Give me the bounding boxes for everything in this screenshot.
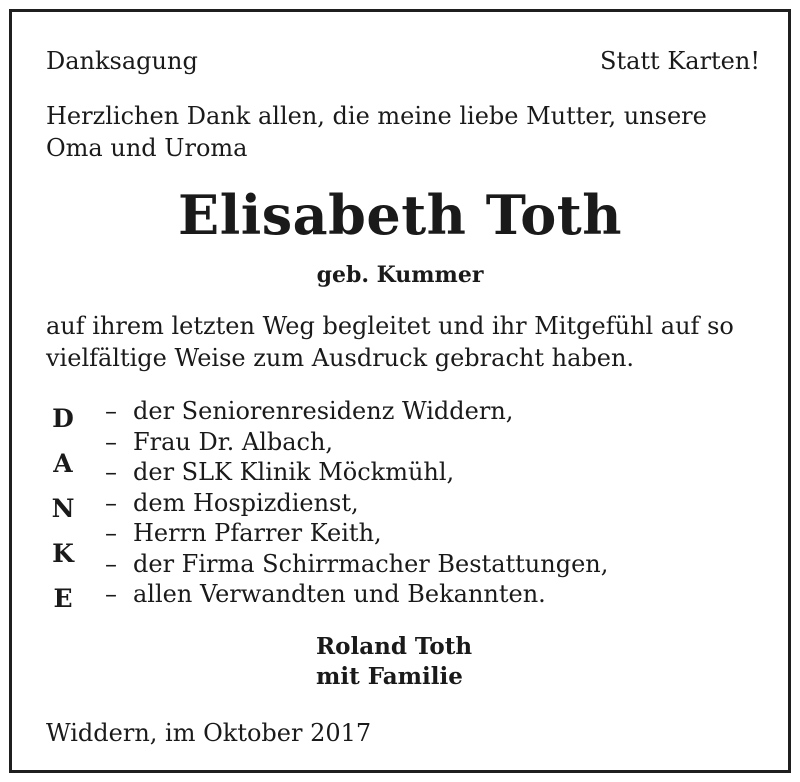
- dash: –: [105, 427, 117, 456]
- dash: –: [105, 458, 117, 486]
- recipient-list: [105, 396, 608, 610]
- intro-line-2: Oma und Uroma: [46, 134, 248, 162]
- list-item: [105, 579, 608, 610]
- list-item: [105, 549, 608, 580]
- dash: –: [105, 549, 117, 578]
- dash: –: [105, 488, 117, 517]
- signature-line-2: mit Familie: [316, 663, 463, 690]
- danke-letter: E: [53, 584, 73, 613]
- list-item-text: der Seniorenresidenz Widdern,: [133, 397, 514, 425]
- list-item: [105, 427, 608, 458]
- dash: –: [105, 580, 117, 608]
- signature: [316, 632, 472, 692]
- place-date: Widdern, im Oktober 2017: [46, 719, 372, 747]
- dash: –: [105, 397, 117, 425]
- list-item-text: Frau Dr. Albach,: [133, 427, 334, 456]
- thanks-line-1: auf ihrem letzten Weg begleitet und ihr Mitgefühl auf so: [46, 312, 734, 340]
- list-item: [105, 518, 608, 549]
- list-item: [105, 488, 608, 519]
- header-danksagung: Danksagung: [46, 47, 198, 75]
- dash: –: [105, 519, 117, 547]
- obituary-card: [9, 9, 791, 773]
- signature-line-1: Roland Toth: [316, 633, 473, 660]
- danke-letters: [48, 396, 78, 621]
- list-item: [105, 396, 608, 427]
- thanks-line-2: vielfältige Weise zum Ausdruck gebracht haben.: [46, 344, 635, 372]
- list-item-text: allen Verwandten und Bekannten.: [133, 580, 546, 608]
- list-item-text: Herrn Pfarrer Keith,: [133, 519, 382, 547]
- header-statt-karten: Statt Karten!: [600, 47, 760, 75]
- list-item-text: der SLK Klinik Möckmühl,: [133, 458, 455, 486]
- danke-letter: K: [52, 539, 74, 568]
- list-item-text: dem Hospizdienst,: [133, 488, 359, 517]
- list-item: [105, 457, 608, 488]
- intro-line-1: Herzlichen Dank allen, die meine liebe Mutter, unsere: [46, 102, 707, 130]
- danke-letter: N: [51, 494, 75, 523]
- birth-name: geb. Kummer: [316, 262, 484, 288]
- thanks-text: [46, 310, 734, 374]
- intro-text: [46, 100, 707, 164]
- list-item-text: der Firma Schirrmacher Bestattungen,: [133, 549, 609, 578]
- danke-letter: D: [52, 404, 74, 433]
- danke-letter: A: [53, 449, 73, 478]
- deceased-name: Elisabeth Toth: [178, 183, 622, 247]
